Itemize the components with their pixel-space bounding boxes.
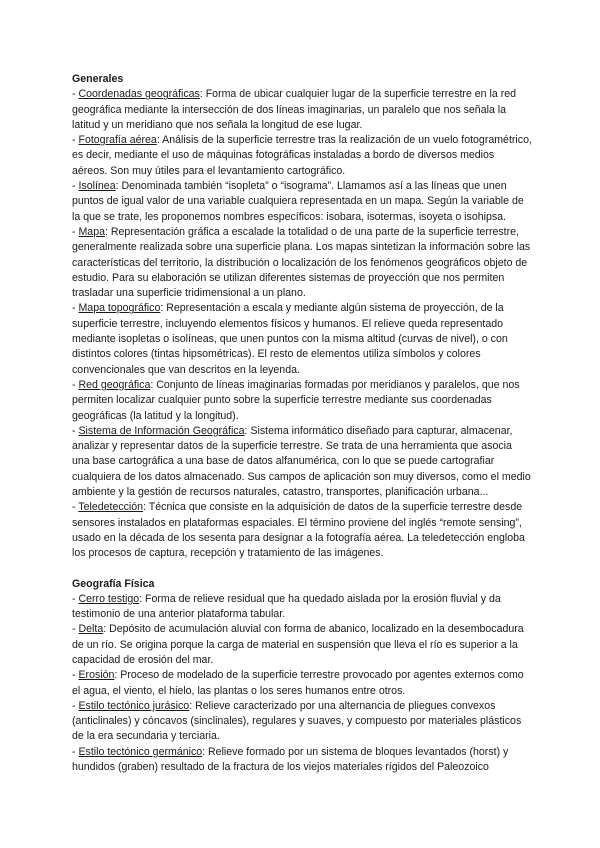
definition: Representación a escala y mediante algún sistema de proyección, de la superficie terrestre, incluyendo elementos físicos y humanos. El relieve queda representado mediante isopletas o isolíneas, que unen puntos con la misma altitud (curvas de nivel), o con distintos colores (tintas hipsométricas). El resto de elementos utiliza símbolos y colores convencionales que van descritos en la leyenda. (72, 302, 508, 376)
term: Coordenadas geográficas (78, 88, 200, 101)
entry-isolinea: - Isolínea: Denominada también “isopleta” o “isograma”. Llamamos así a las líneas que unen puntos de igual valor de una variable cualquiera representada en un mapa. Según la variable de la que se trate, les proponemos nombres específicos: isobara, isotermas, isoyeta o isohipsa. (72, 180, 524, 223)
term: Estilo tectónico germánico (78, 745, 203, 758)
entry-red-geografica: - Red geográfica: Conjunto de líneas imaginarias formadas por meridianos y paralelos, que nos permiten localizar cualquier punto sobre la superficie terrestre mediante sus coordenadas geográficas (la latitud y la longitud). (72, 378, 520, 422)
definition: Técnica que consiste en la adquisición de datos de la superficie terrestre desde sensores instalados en plataformas espaciales. El término proviene del inglés “remote sensing”, usado en la década de los sesenta para designar a la fotografía aérea. La teledetección engloba los procesos de captura, recepción y tratamiento de las imágenes. (72, 501, 525, 560)
term: Delta (78, 623, 104, 636)
definition: Relieve formado por un sistema de bloques levantados (horst) y hundidos (graben) resultado de la fractura de los viejos materiales rígidos del Paleozoico (72, 745, 509, 774)
entry-coordenadas: - Coordenadas geográficas: Forma de ubicar cualquier lugar de la superficie terrestre en la red geográfica mediante la intersección de dos líneas imaginarias, un paralelo que nos señala la latitud y un meridiano que nos señala la longitud de ese lugar. (72, 88, 517, 131)
definition: Proceso de modelado de la superficie terrestre provocado por agentes externos como el agua, el viento, el hielo, las plantas o los seres humanos entre otros. (72, 669, 524, 697)
entry-fotografia-aerea: - Fotografía aérea: Análisis de la superficie terrestre tras la realización de un vuelo fotogramétrico, es decir, mediante el uso de máquinas fotográficas instaladas a bordo de diversos medios aéreos. Son muy útiles para el levantamiento cartográfico. (72, 134, 532, 177)
entry-teledeteccion: - Teledetección: Técnica que consiste en la adquisición de datos de la superficie terrestre desde sensores instalados en plataformas espaciales. El término proviene del inglés “remote sensing”, usado en la década de los sesenta para designar a la fotografía aérea. La teledetección engloba los procesos de captura, recepción y tratamiento de las imágenes. (72, 501, 525, 560)
term: Teledetección (78, 501, 144, 514)
definition: Forma de ubicar cualquier lugar de la superficie terrestre en la red geográfica mediante la intersección de dos líneas imaginarias, un paralelo que nos señala la latitud y un meridiano que nos señala la longitud de ese lugar. (72, 88, 517, 131)
definition: Denominada también “isopleta” o “isograma”. Llamamos así a las líneas que unen puntos de igual valor de una variable cualquiera representada en un mapa. Según la variable de la que se trate, les proponemos nombres específicos: isobara, isotermas, isoyeta o isohipsa. (72, 180, 524, 223)
term: Isolínea (78, 180, 116, 193)
entry-estilo-germanico: - Estilo tectónico germánico: Relieve formado por un sistema de bloques levantados (horst) y hundidos (graben) resultado de la fractura de los viejos materiales rígidos del Paleozoico (72, 745, 509, 774)
entry-delta: - Delta: Depósito de acumulación aluvial con forma de abanico, localizado en la desembocadura de un río. Se origina porque la carga de material en suspensión que lleva el río es superior a la capacidad de erosión del mar. (72, 623, 524, 666)
term: Mapa topográfico (78, 302, 161, 315)
section-title: Generales (72, 73, 124, 85)
term: Mapa (78, 225, 105, 238)
term: Red geográfica (78, 378, 151, 391)
section-geografia-fisica (72, 577, 532, 776)
definition: Depósito de acumulación aluvial con forma de abanico, localizado en la desembocadura de un río. Se origina porque la carga de material en suspensión que lleva el río es superior a la capacidad de erosión del mar. (72, 623, 524, 666)
entry-estilo-jurasico: - Estilo tectónico jurásico: Relieve caracterizado por una alternancia de pliegues convexos (anticlinales) y cóncavos (sinclinales), regulares y suaves, y compuesto por materiales plásticos de la era secundaria y terciaria. (72, 699, 522, 743)
document-page (72, 72, 532, 775)
term: Cerro testigo (78, 592, 140, 605)
section-generales (72, 72, 532, 562)
term: Sistema de Información Geográfica (78, 424, 245, 437)
entry-erosion: - Erosión: Proceso de modelado de la superficie terrestre provocado por agentes externos como el agua, el viento, el hielo, las plantas o los seres humanos entre otros. (72, 669, 524, 697)
definition: Representación gráfica a escalade la totalidad o de una parte de la superficie terrestre, generalmente realizada sobre una superficie plana. Los mapas sintetizan la información sobre las características del territorio, la distribución o localización de los fenómenos geográficos objeto de estudio. Para su elaboración se utilizan diferentes sistemas de proyección que nos permiten trasladar una superficie tridimensional a un plano. (72, 225, 531, 300)
entry-mapa: - Mapa: Representación gráfica a escalade la totalidad o de una parte de la superficie terrestre, generalmente realizada sobre una superficie plana. Los mapas sintetizan la información sobre las características del territorio, la distribución o localización de los fenómenos geográficos objeto de estudio. Para su elaboración se utilizan diferentes sistemas de proyección que nos permiten trasladar una superficie tridimensional a un plano. (72, 225, 531, 300)
term: Estilo tectónico jurásico (78, 699, 190, 712)
entry-cerro-testigo: - Cerro testigo: Forma de relieve residual que ha quedado aislada por la erosión fluvial y da testimonio de una anterior plataforma tabular. (72, 592, 501, 621)
definition: Relieve caracterizado por una alternancia de pliegues convexos (anticlinales) y cóncavos (sinclinales), regulares y suaves, y compuesto por materiales plásticos de la era secundaria y terciaria. (72, 699, 522, 743)
entry-sig: - Sistema de Información Geográfica: Sistema informático diseñado para capturar, almacenar, analizar y representar datos de la superficie terrestre. Se trata de una herramienta que asocia una base cartográfica a una base de datos alfanumérica, con lo que se puede cartografiar cualquiera de los datos almacenado. Sus campos de aplicación son muy diversos, como el medio ambiente y la gestión de recursos naturales, catastro, transportes, planificación urbana... (72, 424, 531, 499)
definition: Forma de relieve residual que ha quedado aislada por la erosión fluvial y da testimonio de una anterior plataforma tabular. (72, 592, 501, 621)
entry-mapa-topografico: - Mapa topográfico: Representación a escala y mediante algún sistema de proyección, de la superficie terrestre, incluyendo elementos físicos y humanos. El relieve queda representado mediante isopletas o isolíneas, que unen puntos con la misma altitud (curvas de nivel), o con distintos colores (tintas hipsométricas). El resto de elementos utiliza símbolos y colores convencionales que van descritos en la leyenda. (72, 302, 508, 376)
section-title: Geografía Física (72, 577, 155, 590)
term: Erosión (78, 669, 115, 682)
definition: Sistema informático diseñado para capturar, almacenar, analizar y representar datos de la superficie terrestre. Se trata de una herramienta que asocia una base cartográfica a una base de datos alfanumérica, con lo que se puede cartografiar cualquiera de los datos almacenado. Sus campos de aplicación son muy diversos, como el medio ambiente y la gestión de recursos naturales, catastro, transportes, planificación urbana... (72, 424, 531, 499)
definition: Análisis de la superficie terrestre tras la realización de un vuelo fotogramétrico, es decir, mediante el uso de máquinas fotográficas instaladas a bordo de diversos medios aéreos. Son muy útiles para el levantamiento cartográfico. (72, 134, 532, 177)
term: Fotografía aérea (78, 134, 157, 147)
definition: Conjunto de líneas imaginarias formadas por meridianos y paralelos, que nos permiten localizar cualquier punto sobre la superficie terrestre mediante sus coordenadas geográficas (la latitud y la longitud). (72, 378, 520, 422)
